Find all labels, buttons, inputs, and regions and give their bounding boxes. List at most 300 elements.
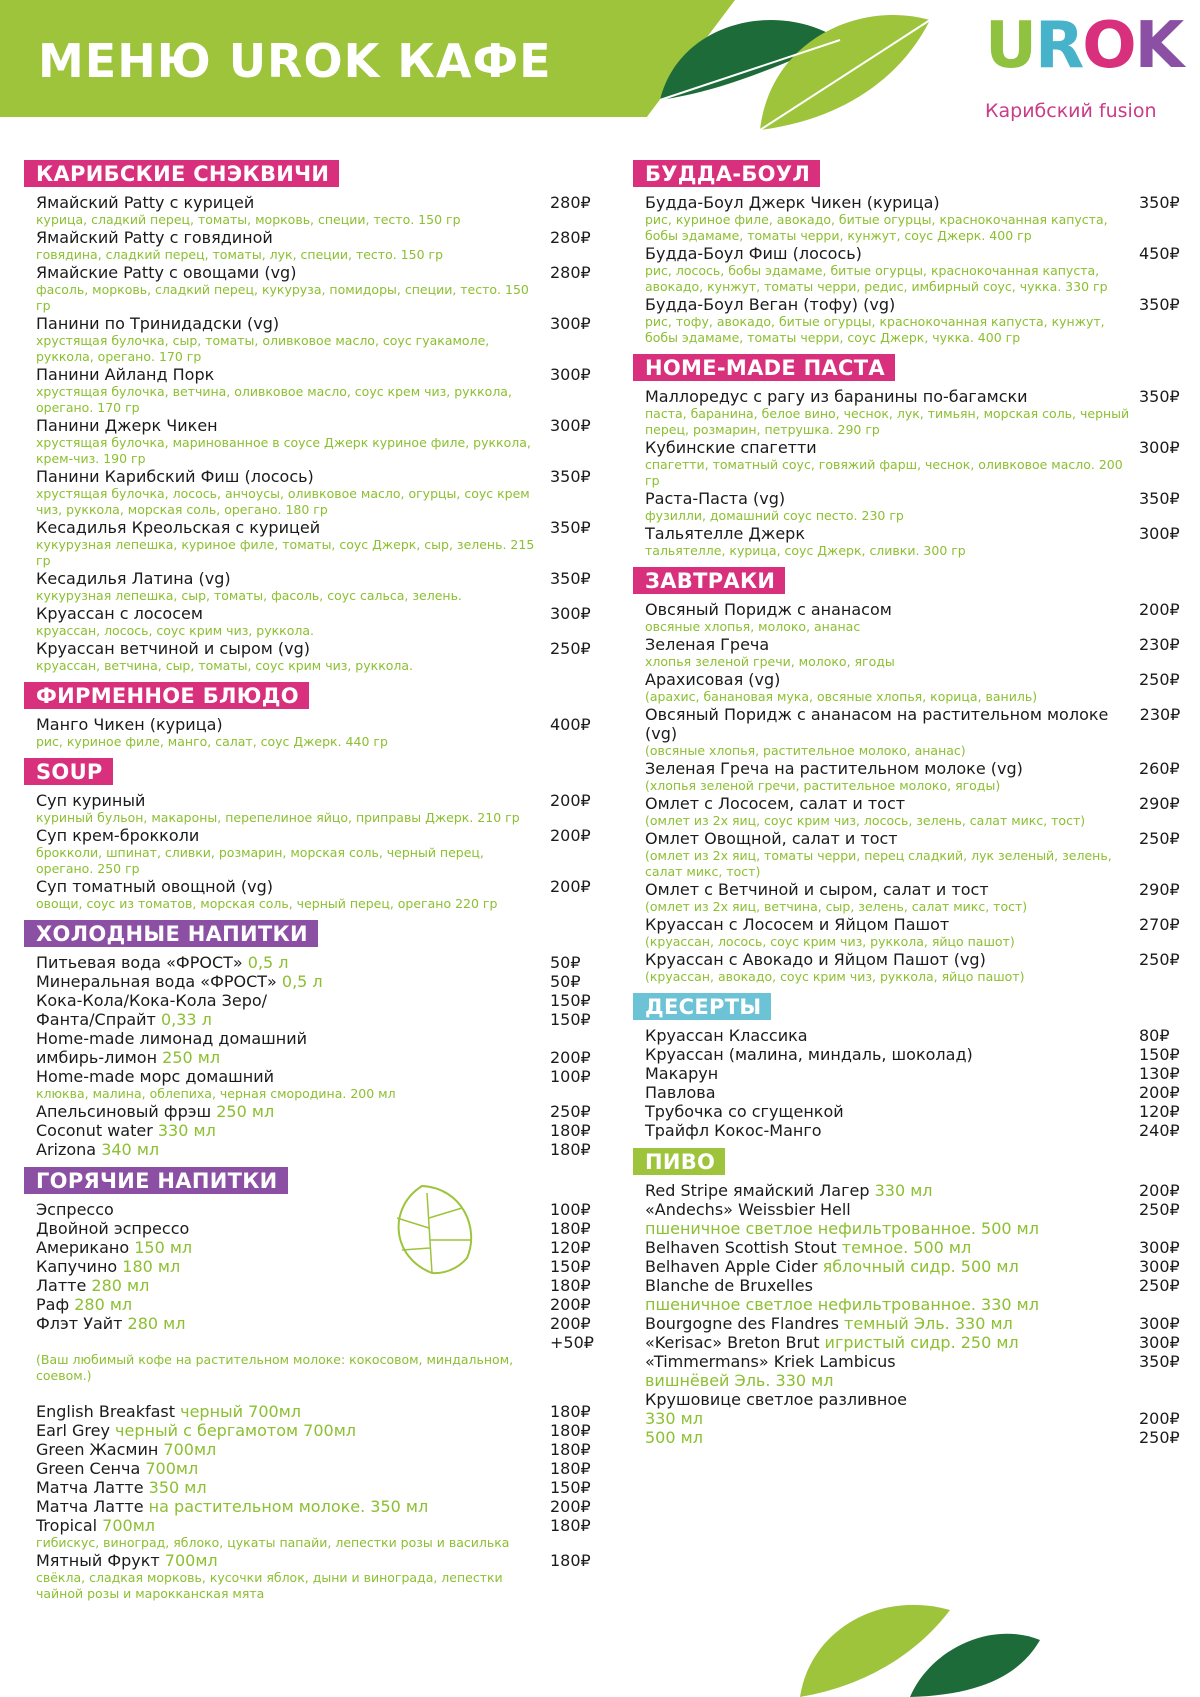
item-description: тальятелле, курица, соус Джерк, сливки. 300 гр: [645, 543, 966, 558]
menu-item-row: [645, 1257, 1193, 1276]
menu-item-row: [645, 1409, 1193, 1428]
item-price: 100₽: [550, 1067, 591, 1086]
monstera-leaf-top-icon: [640, 0, 940, 140]
item-price: 200₽: [550, 877, 591, 896]
menu-item-row: [36, 715, 604, 734]
item-volume: 150 мл: [129, 1238, 193, 1257]
menu-item-row: [645, 880, 1193, 899]
item-volume: 330 мл: [869, 1181, 933, 1200]
menu-item: [633, 1314, 1193, 1333]
item-name: Будда-Боул Джерк Чикен (курица): [645, 193, 940, 212]
menu-item: [24, 1048, 604, 1067]
item-name: [645, 1219, 1039, 1238]
item-name: Латте 280 мл: [36, 1276, 150, 1295]
menu-item-row: [645, 1045, 1193, 1064]
section-header: [633, 567, 1193, 594]
item-volume: 330 мл: [152, 1121, 216, 1140]
item-name: [645, 1295, 1039, 1314]
item-price: 180₽: [550, 1421, 591, 1440]
item-name: Кубинские спагетти: [645, 438, 817, 457]
menu-item: [24, 1140, 604, 1159]
menu-item-row: [645, 1428, 1193, 1447]
menu-item: [24, 1276, 604, 1295]
item-name: English Breakfast черный 700мл: [36, 1402, 301, 1421]
menu-item-row: [36, 604, 604, 623]
item-price: [1139, 1371, 1193, 1390]
item-description: (круассан, авокадо, соус крим чиз, руккола, яйцо пашот): [645, 969, 1025, 984]
menu-item-row: [645, 1276, 1193, 1295]
item-price: 100₽: [550, 1200, 591, 1219]
item-name: Tropical 700мл: [36, 1516, 156, 1535]
item-price: 250₽: [1139, 950, 1180, 969]
item-description: (омлет из 2х яиц, ветчина, сыр, зелень, салат микс, тост): [645, 899, 1028, 914]
item-name: Круассан (малина, миндаль, шоколад): [645, 1045, 973, 1064]
item-volume: яблочный сидр. 500 мл: [817, 1257, 1019, 1276]
item-volume: 0,5 л: [276, 972, 323, 991]
item-price: 150₽: [550, 1257, 591, 1276]
menu-item-row: [645, 1371, 1193, 1390]
item-volume: темный Эль. 330 мл: [838, 1314, 1013, 1333]
item-description: паста, баранина, белое вино, чеснок, лук, тимьян, морская соль, черный перец, розмарин, петрушка. 290 гр: [645, 406, 1130, 437]
item-description: брокколи, шпинат, сливки, розмарин, морская соль, черный перец, орегано. 250 гр: [36, 845, 484, 876]
menu-item-row: [36, 1238, 604, 1257]
item-name: Макарун: [645, 1064, 719, 1083]
section-header: [24, 682, 604, 709]
item-description: кукурузная лепешка, куриное филе, томаты, соус Джерк, сыр, зелень. 215 гр: [36, 537, 535, 568]
item-description: хрустящая булочка, маринованное в соусе Джерк куриное филе, руккола, крем-чиз. 190 гр: [36, 435, 531, 466]
item-name: Американо 150 мл: [36, 1238, 193, 1257]
item-price: 450₽: [1139, 244, 1180, 263]
item-name: Маллоредус с рагу из баранины по-багамски: [645, 387, 1028, 406]
item-price: 350₽: [550, 467, 591, 486]
item-name: Омлет Овощной, салат и тост: [645, 829, 898, 848]
item-price: 350₽: [1139, 387, 1180, 406]
item-description: (круассан, лосось, соус крим чиз, руккола, яйцо пашот): [645, 934, 1015, 949]
item-name: Матча Латте на растительном молоке. 350 мл: [36, 1497, 429, 1516]
item-price: 80₽: [1139, 1026, 1170, 1045]
menu-item-row: [36, 1421, 604, 1440]
menu-item-row: [36, 1219, 604, 1238]
item-description: (Ваш любимый кофе на растительном молоке: кокосовом, миндальном, соевом.): [36, 1352, 514, 1383]
menu-item: [633, 670, 1193, 705]
item-price: 200₽: [1139, 1083, 1180, 1102]
item-price: 250₽: [1139, 829, 1180, 848]
item-name: Омлет с Лососем, салат и тост: [645, 794, 906, 813]
menu-item: [24, 1440, 604, 1459]
menu-section: [24, 920, 604, 1159]
item-name: Павлова: [645, 1083, 716, 1102]
item-price: 200₽: [550, 1048, 591, 1067]
menu-item: [633, 1219, 1193, 1238]
item-price: 300₽: [550, 365, 591, 384]
item-extra-price: +50₽: [550, 1333, 594, 1352]
item-price: 300₽: [1139, 1257, 1180, 1276]
menu-item: [24, 604, 604, 639]
menu-item: [633, 759, 1193, 794]
item-price: 200₽: [550, 1497, 591, 1516]
menu-item: [633, 1371, 1193, 1390]
menu-item: [24, 1121, 604, 1140]
menu-item-row: [36, 228, 604, 247]
menu-item-row: [645, 1102, 1193, 1121]
item-price: 200₽: [1139, 1181, 1180, 1200]
item-description: круассан, ветчина, сыр, томаты, соус крим чиз, руккола.: [36, 658, 414, 673]
menu-item-row: [645, 1333, 1193, 1352]
item-price: 300₽: [550, 314, 591, 333]
menu-item: [24, 569, 604, 604]
logo-subtitle: Карибский fusion: [985, 100, 1157, 122]
page-title: МЕНЮ UROK КАФЕ: [38, 34, 552, 88]
item-description: рис, тофу, авокадо, битые огурцы, краснокочанная капуста, кунжут, бобы эдамаме, томаты черри, соус Джерк, чукка. 400 гр: [645, 314, 1105, 345]
menu-item: [24, 193, 604, 228]
item-name: «Andechs» Weissbier Hell: [645, 1200, 851, 1219]
brand-logo: [985, 9, 1185, 134]
section-header: [633, 160, 1193, 187]
menu-item-row: [645, 600, 1193, 619]
menu-item-row: [645, 1219, 1193, 1238]
item-name: Будда-Боул Фиш (лосось): [645, 244, 862, 263]
item-name: Эспрессо: [36, 1200, 114, 1219]
item-price: [550, 1029, 604, 1048]
logo-letter-r: R: [1034, 9, 1083, 83]
menu-item-row: [645, 489, 1193, 508]
item-volume: 280 мл: [69, 1295, 133, 1314]
item-description: хрустящая булочка, сыр, томаты, оливковое масло, соус гуакамоле, руккола, орегано. 170 гр: [36, 333, 490, 364]
menu-item: [24, 518, 604, 569]
item-volume: темное. 500 мл: [836, 1238, 972, 1257]
menu-item-row: [645, 759, 1193, 778]
menu-item: [24, 1238, 604, 1257]
item-price: [1139, 1295, 1193, 1314]
item-name: Кесадилья Креольская с курицей: [36, 518, 321, 537]
item-description: говядина, сладкий перец, томаты, лук, специи, тесто. 150 гр: [36, 247, 444, 262]
section-title: SOUP: [24, 758, 113, 785]
menu-item-row: [645, 635, 1193, 654]
menu-section: [24, 758, 604, 912]
item-name: Панини по Тринидадски (vg): [36, 314, 280, 333]
menu-item: [633, 635, 1193, 670]
item-name: Мятный Фрукт 700мл: [36, 1551, 218, 1570]
item-price: 180₽: [550, 1219, 591, 1238]
item-price: 350₽: [550, 518, 591, 537]
item-price: 280₽: [550, 228, 591, 247]
section-header: [24, 1167, 604, 1194]
item-price: [1139, 1219, 1193, 1238]
item-price: 250₽: [550, 1102, 591, 1121]
menu-item-row: [36, 1314, 604, 1333]
menu-item: [633, 1045, 1193, 1064]
item-name: Раста-Паста (vg): [645, 489, 786, 508]
logo-letter-k: K: [1134, 9, 1183, 83]
menu-item: [633, 1409, 1193, 1428]
menu-item-row: [36, 1516, 604, 1535]
monstera-leaf-bottom-icon: [790, 1590, 1050, 1697]
menu-item: [24, 1295, 604, 1314]
item-name: Апельсиновый фрэш 250 мл: [36, 1102, 275, 1121]
item-name: Суп томатный овощной (vg): [36, 877, 273, 896]
menu-item: [24, 1102, 604, 1121]
item-price: 150₽: [550, 1010, 591, 1029]
menu-item: [633, 193, 1193, 244]
menu-item: [633, 915, 1193, 950]
section-title: ХОЛОДНЫЕ НАПИТКИ: [24, 920, 318, 947]
item-name: «Kerisac» Breton Brut игристый сидр. 250 мл: [645, 1333, 1019, 1352]
menu-item-row: [645, 1181, 1193, 1200]
item-price: 300₽: [550, 416, 591, 435]
item-name: Ямайский Patty с говядиной: [36, 228, 273, 247]
menu-item-row: [645, 1295, 1193, 1314]
item-price: 250₽: [1139, 1200, 1180, 1219]
item-price: 180₽: [550, 1121, 591, 1140]
item-price: 180₽: [550, 1440, 591, 1459]
menu-item: [633, 1276, 1193, 1295]
menu-item: [633, 880, 1193, 915]
section-title: HOME-MADE ПАСТА: [633, 354, 895, 381]
item-price: 240₽: [1139, 1121, 1180, 1140]
item-volume: 280 мл: [86, 1276, 150, 1295]
item-name: Home-made морс домашний: [36, 1067, 275, 1086]
menu-item-row: [36, 193, 604, 212]
menu-item-row: [645, 1352, 1193, 1371]
menu-item: [633, 1026, 1193, 1045]
menu-item-row: [36, 365, 604, 384]
menu-item: [633, 1428, 1193, 1447]
menu-item-row: [36, 791, 604, 810]
item-price: 300₽: [1139, 1333, 1180, 1352]
spacer: [36, 1333, 44, 1352]
item-name: Круассан с Лососем и Яйцом Пашот: [645, 915, 950, 934]
item-name: Суп куриный: [36, 791, 146, 810]
item-name: Раф 280 мл: [36, 1295, 133, 1314]
menu-item: [24, 972, 604, 991]
item-name: Фанта/Спрайт 0,33 л: [36, 1010, 212, 1029]
item-price: [1139, 1390, 1193, 1409]
menu-item-row: [645, 244, 1193, 263]
item-volume: 700мл: [159, 1551, 218, 1570]
monstera-outline-icon: [382, 1178, 482, 1278]
item-volume: 350 мл: [143, 1478, 207, 1497]
menu-item: [24, 991, 604, 1010]
item-name: Трайфл Кокос-Манго: [645, 1121, 822, 1140]
menu-item: [24, 1067, 604, 1102]
menu-item: [24, 1459, 604, 1478]
menu-item-row: [36, 1497, 604, 1516]
menu-item: [633, 1181, 1193, 1200]
menu-item-row: [36, 263, 604, 282]
menu-item-row: [645, 1026, 1193, 1045]
item-description: (хлопья зеленой гречи, растительное молоко, ягоды): [645, 778, 1001, 793]
menu-item-row: [36, 1459, 604, 1478]
menu-item: [633, 524, 1193, 559]
item-price: 150₽: [550, 1478, 591, 1497]
item-description: фасоль, морковь, сладкий перец, кукуруза, помидоры, специи, тесто. 150 гр: [36, 282, 529, 313]
menu-item: [24, 953, 604, 972]
item-name: Зеленая Греча на растительном молоке (vg): [645, 759, 1023, 778]
menu-item: [633, 295, 1193, 346]
item-price: 250₽: [1139, 1428, 1180, 1447]
menu-item-row: [36, 1402, 604, 1421]
menu-item-row: [36, 1440, 604, 1459]
menu-item-row: [36, 416, 604, 435]
item-price: 180₽: [550, 1402, 591, 1421]
item-name: Двойной эспрессо: [36, 1219, 190, 1238]
menu-item-row: [36, 953, 604, 972]
menu-item-row: [645, 1064, 1193, 1083]
item-description: (овсяные хлопья, растительное молоко, ананас): [645, 743, 966, 758]
item-price: 180₽: [550, 1459, 591, 1478]
menu-item: [24, 1029, 604, 1048]
menu-item: [24, 1010, 604, 1029]
menu-item-row: [645, 794, 1193, 813]
section-header: [24, 160, 604, 187]
menu-item-row: [36, 1010, 604, 1029]
item-name: Green Сенча 700мл: [36, 1459, 199, 1478]
item-price: 120₽: [550, 1238, 591, 1257]
menu-item: [24, 715, 604, 750]
item-volume: пшеничное светлое нефильтрованное. 330 мл: [645, 1295, 1039, 1314]
menu-item-row: [36, 1140, 604, 1159]
menu-item-row: [36, 1295, 604, 1314]
menu-item: [633, 600, 1193, 635]
menu-item: [24, 1551, 604, 1602]
menu-item: [24, 314, 604, 365]
left-column: [24, 160, 604, 1610]
item-name: Манго Чикен (курица): [36, 715, 223, 734]
menu-item: [633, 1083, 1193, 1102]
item-name: Овсяный Поридж с ананасом на растительном молоке (vg): [645, 705, 1109, 743]
menu-item: [24, 228, 604, 263]
item-description: рис, куриное филе, манго, салат, соус Джерк. 440 гр: [36, 734, 388, 749]
item-price: 280₽: [550, 263, 591, 282]
item-name: Арахисовая (vg): [645, 670, 781, 689]
menu-section: [24, 160, 604, 674]
logo-letter-u: U: [985, 9, 1035, 83]
item-volume: 700мл: [97, 1516, 156, 1535]
item-name: Blanche de Bruxelles: [645, 1276, 813, 1295]
item-price: 200₽: [550, 1295, 591, 1314]
menu-item-row: [645, 1083, 1193, 1102]
item-price: 150₽: [550, 991, 591, 1010]
menu-item-row: [36, 1102, 604, 1121]
menu-item: [633, 1333, 1193, 1352]
item-description: (омлет из 2х яиц, соус крим чиз, лосось, зелень, салат микс, тост): [645, 813, 1086, 828]
item-price: 260₽: [1139, 759, 1180, 778]
menu-item-row: [645, 705, 1193, 743]
item-name: имбирь-лимон 250 мл: [36, 1048, 221, 1067]
item-price: 280₽: [550, 193, 591, 212]
item-price: 200₽: [550, 826, 591, 845]
item-name: Крушовице светлое разливное: [645, 1390, 908, 1409]
item-price: 230₽: [1139, 705, 1181, 724]
item-extra-price-row: [36, 1333, 604, 1352]
menu-item: [24, 1257, 604, 1276]
item-name: Coconut water 330 мл: [36, 1121, 216, 1140]
item-description: хрустящая булочка, лосось, анчоусы, оливковое масло, огурцы, соус крем чиз, руккола, морская соль, орегано. 180 гр: [36, 486, 530, 517]
menu-item: [633, 1352, 1193, 1371]
menu-item: [633, 1064, 1193, 1083]
menu-item-row: [36, 569, 604, 588]
item-price: 180₽: [550, 1276, 591, 1295]
item-volume: на растительном молоке. 350 мл: [143, 1497, 429, 1516]
section-title: КАРИБСКИЕ СНЭКВИЧИ: [24, 160, 339, 187]
menu-item-row: [645, 1200, 1193, 1219]
section-title: ГОРЯЧИЕ НАПИТКИ: [24, 1167, 288, 1194]
menu-item: [633, 1295, 1193, 1314]
item-volume: 700мл: [140, 1459, 199, 1478]
menu-item: [24, 467, 604, 518]
item-volume: 330 мл: [645, 1409, 703, 1428]
menu-item: [24, 1219, 604, 1238]
item-name: Belhaven Scottish Stout темное. 500 мл: [645, 1238, 972, 1257]
item-name: [645, 1428, 703, 1447]
item-volume: 280 мл: [122, 1314, 186, 1333]
section-title: БУДДА-БОУЛ: [633, 160, 820, 187]
item-name: [645, 1371, 833, 1390]
item-name: Круассан ветчиной и сыром (vg): [36, 639, 311, 658]
item-price: 180₽: [550, 1516, 591, 1535]
menu-item-row: [36, 518, 604, 537]
item-volume: 500 мл: [645, 1428, 703, 1447]
item-name: Bourgogne des Flandres темный Эль. 330 мл: [645, 1314, 1013, 1333]
menu-item-row: [36, 1048, 604, 1067]
item-volume: 700мл: [158, 1440, 217, 1459]
item-price: 230₽: [1139, 635, 1180, 654]
item-description: клюква, малина, облепиха, черная смородина. 200 мл: [36, 1086, 396, 1101]
menu-item: [633, 1121, 1193, 1140]
menu-item: [633, 489, 1193, 524]
menu-item-row: [36, 1257, 604, 1276]
item-volume: черный с бергамотом 700мл: [109, 1421, 357, 1440]
item-name: Arizona 340 мл: [36, 1140, 160, 1159]
item-price: 350₽: [1139, 1352, 1180, 1371]
item-price: 300₽: [1139, 524, 1180, 543]
item-volume: пшеничное светлое нефильтрованное. 500 мл: [645, 1219, 1039, 1238]
item-price: 250₽: [1139, 1276, 1180, 1295]
menu-item: [633, 794, 1193, 829]
menu-item: [633, 705, 1193, 759]
menu-item-row: [645, 1121, 1193, 1140]
item-price: 300₽: [1139, 438, 1180, 457]
menu-item-row: [645, 438, 1193, 457]
section-title: ПИВО: [633, 1148, 725, 1175]
menu-section: [633, 567, 1193, 985]
item-name: Круассан с Авокадо и Яйцом Пашот (vg): [645, 950, 986, 969]
item-description: (арахис, банановая мука, овсяные хлопья, корица, ваниль): [645, 689, 1038, 704]
menu-item-row: [36, 1478, 604, 1497]
menu-item-row: [36, 1200, 604, 1219]
menu-item-row: [36, 314, 604, 333]
item-price: 50₽: [550, 953, 581, 972]
item-volume: 250 мл: [157, 1048, 221, 1067]
item-description: круассан, лосось, соус крим чиз, руккола.: [36, 623, 314, 638]
item-description: (омлет из 2х яиц, томаты черри, перец сладкий, лук зеленый, зелень, салат микс, тост): [645, 848, 1112, 879]
item-name: Belhaven Apple Cider яблочный сидр. 500 мл: [645, 1257, 1019, 1276]
menu-item: [24, 1402, 604, 1421]
item-name: Суп крем-брокколи: [36, 826, 200, 845]
menu-section: [633, 354, 1193, 559]
item-description: фузилли, домашний соус песто. 230 гр: [645, 508, 904, 523]
item-description: курица, сладкий перец, томаты, морковь, специи, тесто. 150 гр: [36, 212, 461, 227]
item-name: Круассан Классика: [645, 1026, 808, 1045]
menu-section: [633, 993, 1193, 1140]
item-volume: черный 700мл: [175, 1402, 301, 1421]
menu-item: [24, 639, 604, 674]
item-name: Панини Айланд Порк: [36, 365, 215, 384]
item-description: овсяные хлопья, молоко, ананас: [645, 619, 861, 634]
item-description: рис, лосось, бобы эдамаме, битые огурцы, краснокочанная капуста, авокадо, кунжут, томаты черри, редис, имбирный соус, чукка. 330 гр: [645, 263, 1108, 294]
menu-item: [24, 1421, 604, 1440]
menu-section: [24, 682, 604, 750]
